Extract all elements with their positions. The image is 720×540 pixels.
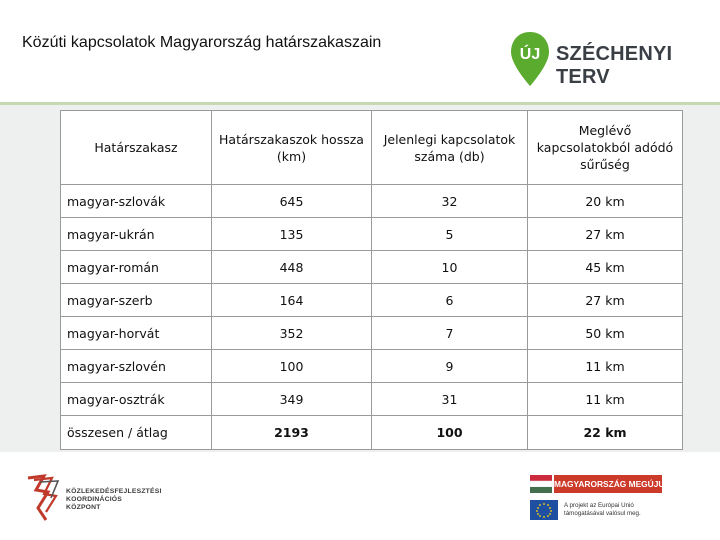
table-row — [61, 251, 683, 284]
average-density: 22 km — [528, 416, 683, 450]
kkk-emblem-icon — [24, 470, 66, 526]
header-section-length: Határszakaszok hossza (km) — [212, 111, 372, 185]
total-label: összesen / átlag — [61, 416, 212, 450]
kkk-line: KÖZPONT — [66, 504, 101, 511]
border-name: magyar-osztrák — [61, 383, 212, 416]
header-density: Meglévő kapcsolatokból adódó sűrűség — [528, 111, 683, 185]
density-km: 11 km — [528, 350, 683, 383]
eu-line: támogatásával valósul meg. — [564, 509, 641, 517]
table-row — [61, 284, 683, 317]
table-row — [61, 317, 683, 350]
density-km: 20 km — [528, 185, 683, 218]
eu-line: A projekt az Európai Unió — [564, 502, 634, 509]
table-row — [61, 383, 683, 416]
border-name: magyar-ukrán — [61, 218, 212, 251]
length-km: 135 — [212, 218, 372, 251]
magyarorszag-megujul-logo — [530, 473, 670, 495]
total-connections: 100 — [372, 416, 528, 450]
eu-support-logo — [530, 500, 664, 524]
header-border-section: Határszakasz — [61, 111, 212, 185]
length-km: 164 — [212, 284, 372, 317]
header-connection-count: Jelenlegi kapcsolatok száma (db) — [372, 111, 528, 185]
table-row — [61, 185, 683, 218]
szechenyi-badge-text: ÚJ — [519, 46, 541, 63]
eu-flag-icon — [530, 500, 558, 522]
mm-banner-text: MAGYARORSZÁG MEGÚJUL — [554, 475, 662, 493]
kkk-line: KOORDINÁCIÓS — [66, 496, 123, 503]
border-name: magyar-horvát — [61, 317, 212, 350]
table-total-row — [61, 416, 683, 450]
total-length-km: 2193 — [212, 416, 372, 450]
connections-count: 5 — [372, 218, 528, 251]
length-km: 100 — [212, 350, 372, 383]
connections-count: 10 — [372, 251, 528, 284]
length-km: 448 — [212, 251, 372, 284]
border-name: magyar-szlovák — [61, 185, 212, 218]
density-km: 27 km — [528, 284, 683, 317]
border-name: magyar-szerb — [61, 284, 212, 317]
table-row — [61, 218, 683, 251]
length-km: 645 — [212, 185, 372, 218]
density-km: 11 km — [528, 383, 683, 416]
table-header-row — [61, 111, 683, 185]
border-name: magyar-szlovén — [61, 350, 212, 383]
density-km: 45 km — [528, 251, 683, 284]
kkk-logo — [24, 470, 184, 526]
connections-count: 6 — [372, 284, 528, 317]
border-name: magyar-román — [61, 251, 212, 284]
connections-count: 31 — [372, 383, 528, 416]
length-km: 349 — [212, 383, 372, 416]
eu-support-text — [564, 502, 664, 517]
szechenyi-logo-text: SZÉCHENYI TERV — [556, 43, 673, 88]
connections-count: 32 — [372, 185, 528, 218]
szechenyi-terv-logo — [508, 30, 698, 88]
hungarian-flag-icon — [530, 473, 552, 495]
page-title: Közúti kapcsolatok Magyarország határszakaszain — [22, 34, 382, 51]
border-connections-table — [60, 110, 683, 450]
connections-count: 7 — [372, 317, 528, 350]
table-row — [61, 350, 683, 383]
location-pin-icon — [508, 30, 552, 88]
density-km: 27 km — [528, 218, 683, 251]
kkk-line: KÖZLEKEDÉSFEJLESZTÉSI — [66, 488, 162, 495]
kkk-logo-text — [66, 488, 162, 512]
density-km: 50 km — [528, 317, 683, 350]
connections-count: 9 — [372, 350, 528, 383]
length-km: 352 — [212, 317, 372, 350]
